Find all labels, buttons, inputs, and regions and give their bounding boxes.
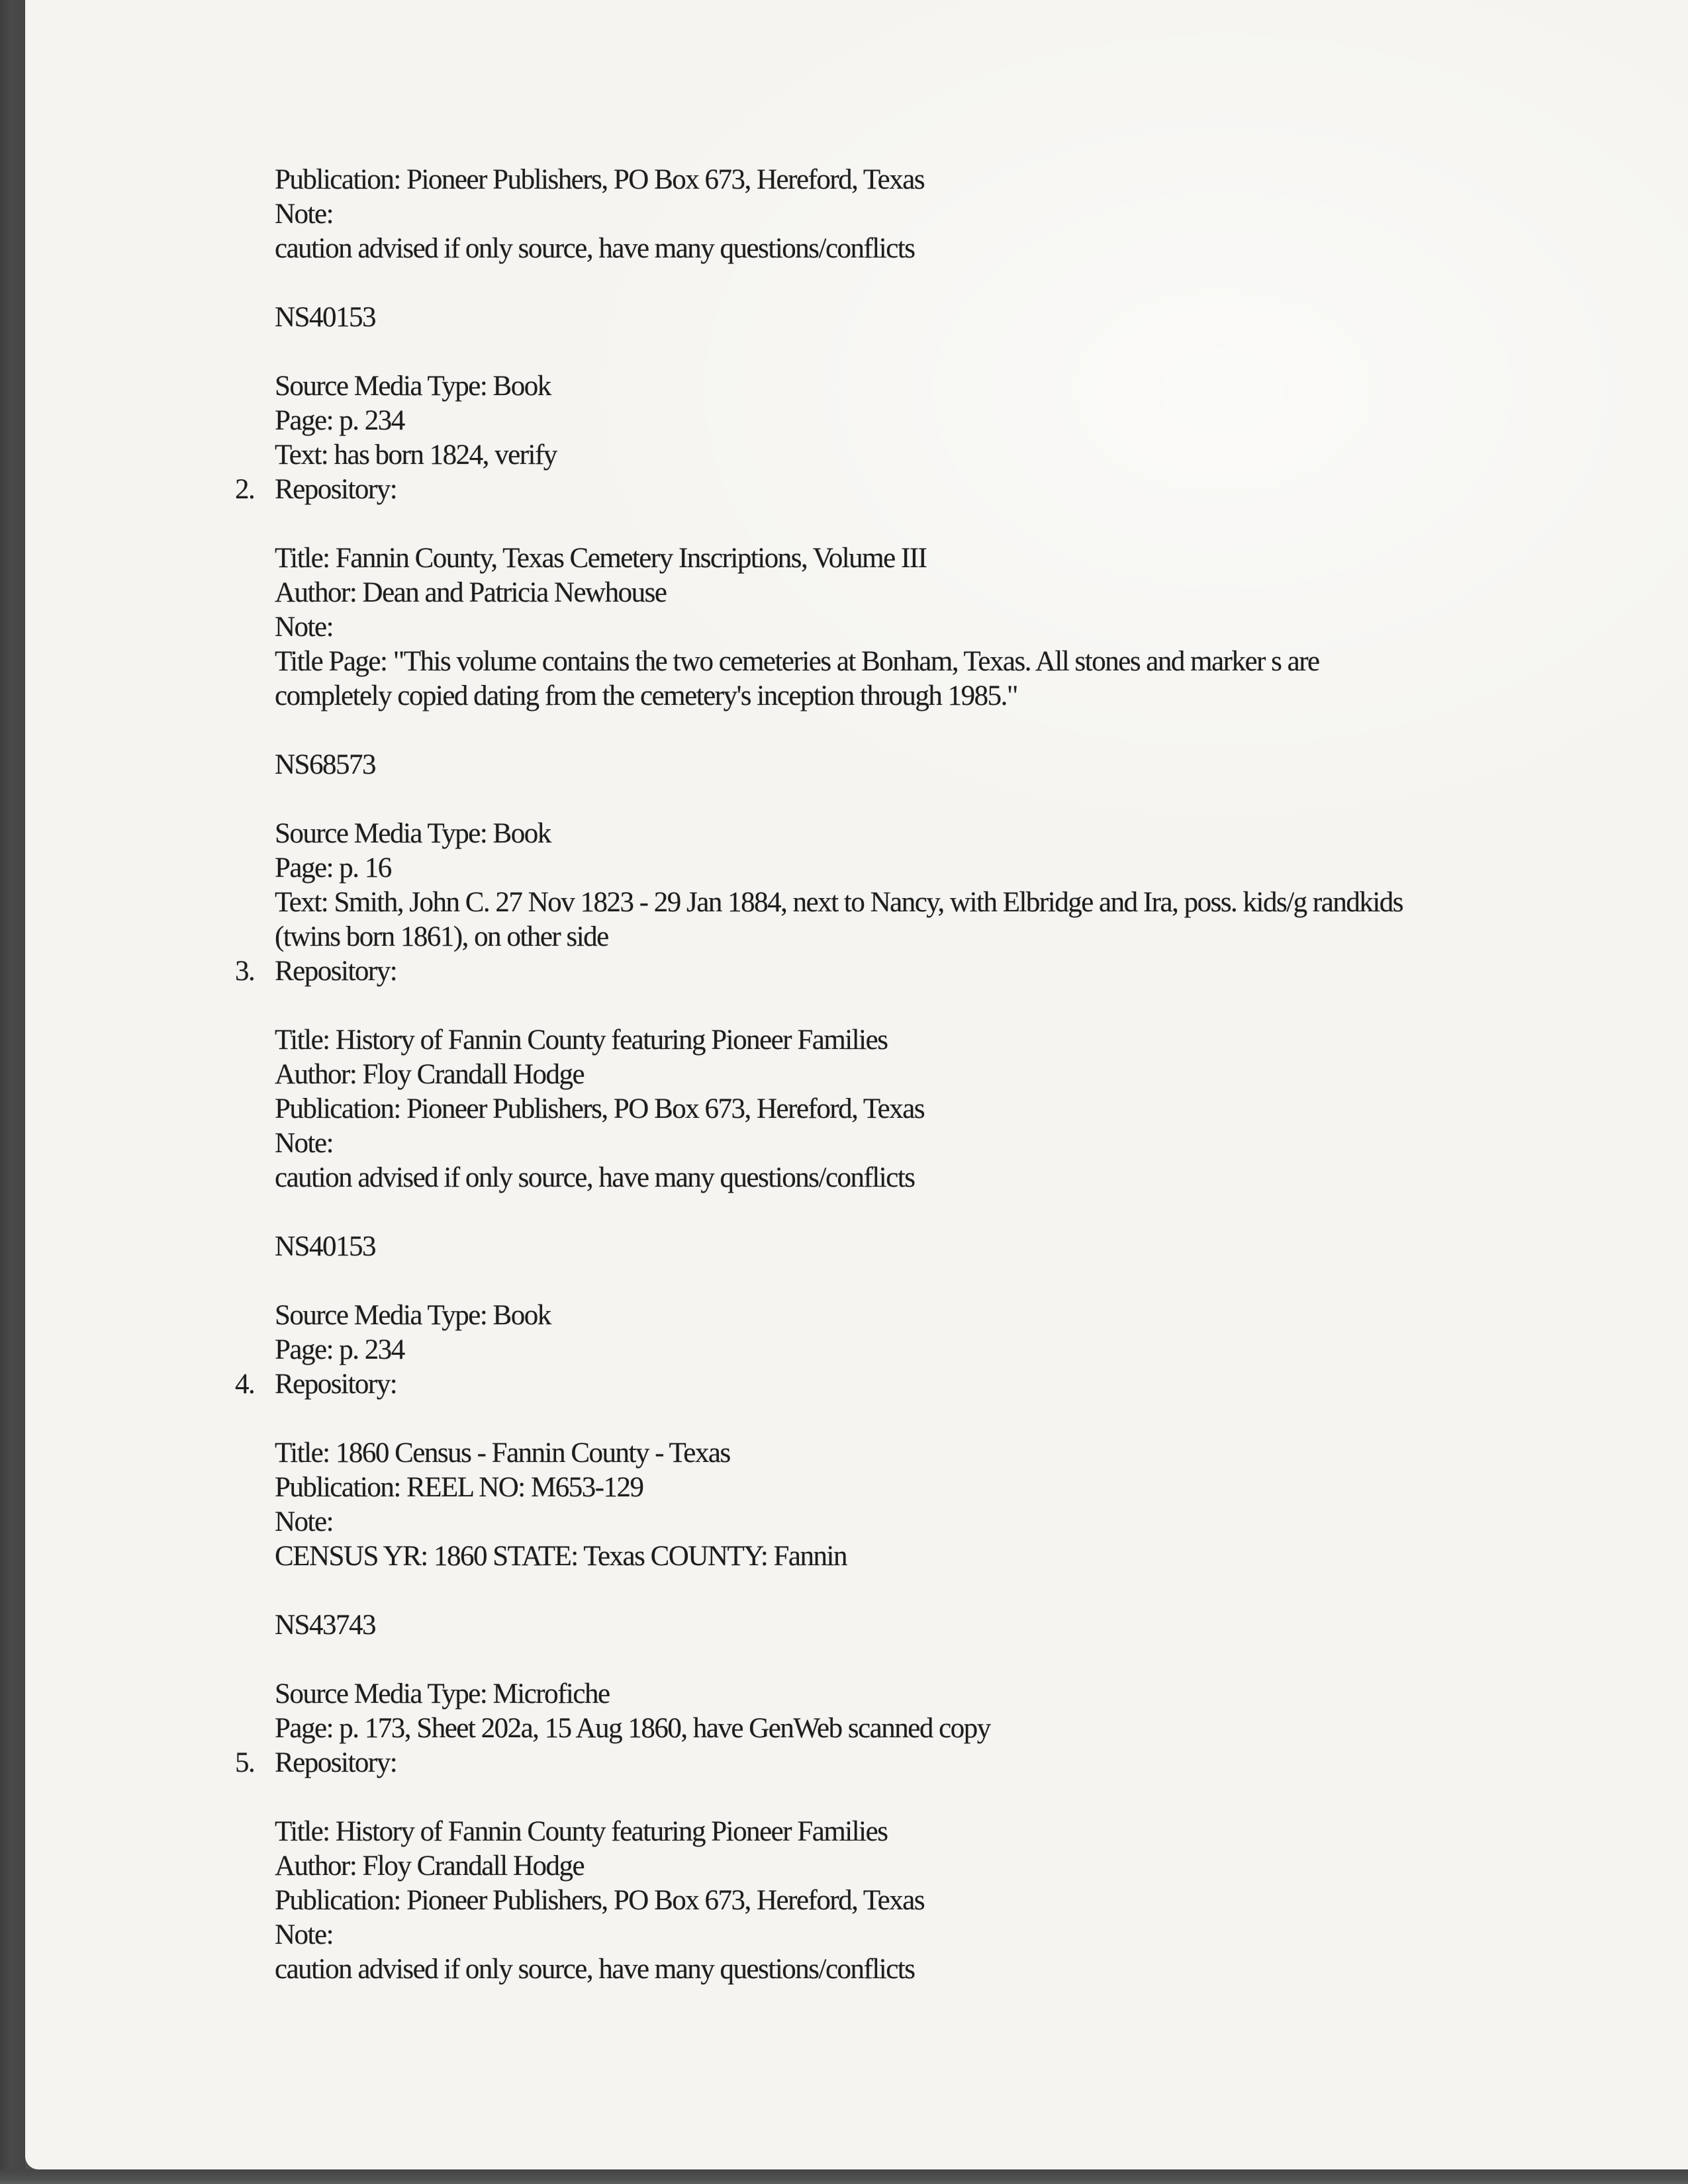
doc-line <box>275 1539 1592 1574</box>
list-number: 5. <box>235 1747 255 1778</box>
doc-line-text: Title: History of Fannin County featuring Pioneer Families <box>275 1816 888 1847</box>
doc-line <box>275 1333 1592 1367</box>
doc-line <box>275 541 1592 576</box>
doc-line <box>275 1952 1592 1987</box>
doc-line-text: Note: <box>275 612 334 643</box>
document-text-block <box>235 163 1592 1987</box>
doc-line <box>275 1298 1592 1333</box>
doc-line <box>275 645 1592 679</box>
doc-blank-line <box>275 782 1592 817</box>
doc-line-text: Source Media Type: Book <box>275 371 551 402</box>
doc-line-text: Title: 1860 Census - Fannin County - Texas <box>275 1437 730 1469</box>
doc-line-text: NS43743 <box>275 1610 375 1641</box>
doc-line-text: Title: Fannin County, Texas Cemetery Inscriptions, Volume III <box>275 543 927 574</box>
doc-line-text: Publication: Pioneer Publishers, PO Box 673, Hereford, Texas <box>275 1885 925 1916</box>
doc-line-text: Repository: <box>275 956 397 987</box>
doc-line-text: Author: Floy Crandall Hodge <box>275 1059 585 1090</box>
doc-line-text: Note: <box>275 199 334 230</box>
doc-line <box>275 1815 1592 1849</box>
doc-line-text: NS40153 <box>275 1231 375 1262</box>
doc-line-text: Publication: Pioneer Publishers, PO Box 673, Hereford, Texas <box>275 164 925 195</box>
doc-line <box>275 1126 1592 1161</box>
list-number: 2. <box>235 474 255 505</box>
doc-line <box>275 1849 1592 1884</box>
doc-line-text: Repository: <box>275 1747 397 1778</box>
doc-line-text: Page: p. 173, Sheet 202a, 15 Aug 1860, have GenWeb scanned copy <box>275 1713 990 1744</box>
doc-line <box>275 1608 1592 1643</box>
doc-line-text: (twins born 1861), on other side <box>275 921 608 952</box>
doc-blank-line <box>275 266 1592 300</box>
doc-line-text: Publication: REEL NO: M653-129 <box>275 1472 643 1503</box>
doc-line <box>235 1367 1592 1402</box>
doc-line-text: Author: Dean and Patricia Newhouse <box>275 577 667 608</box>
doc-line-text: Text: Smith, John C. 27 Nov 1823 - 29 Jan 1884, next to Nancy, with Elbridge and Ira, poss. kids/g randkids <box>275 887 1403 918</box>
doc-line <box>275 1023 1592 1058</box>
doc-line <box>275 438 1592 473</box>
doc-line <box>275 1436 1592 1471</box>
doc-blank-line <box>275 335 1592 369</box>
doc-line-text: Title: History of Fannin County featuring Pioneer Families <box>275 1024 888 1056</box>
doc-line <box>235 1746 1592 1780</box>
doc-line <box>275 920 1592 954</box>
doc-line-text: Page: p. 234 <box>275 405 404 436</box>
doc-line <box>275 163 1592 197</box>
doc-line <box>275 300 1592 335</box>
doc-blank-line <box>275 1780 1592 1815</box>
doc-line-text: caution advised if only source, have many questions/conflicts <box>275 233 915 264</box>
doc-line-text: Page: p. 16 <box>275 852 391 884</box>
doc-line <box>275 404 1592 438</box>
doc-line-text: completely copied dating from the cemetery's inception through 1985." <box>275 680 1017 711</box>
doc-line <box>275 610 1592 645</box>
doc-line <box>275 679 1592 713</box>
doc-line <box>275 1505 1592 1539</box>
doc-line-text: NS40153 <box>275 302 375 333</box>
doc-line-text: Publication: Pioneer Publishers, PO Box 673, Hereford, Texas <box>275 1093 925 1124</box>
doc-line <box>275 817 1592 851</box>
doc-line <box>275 1884 1592 1918</box>
doc-blank-line <box>275 1264 1592 1298</box>
doc-blank-line <box>275 1643 1592 1677</box>
list-number: 3. <box>235 956 255 987</box>
doc-line <box>275 576 1592 610</box>
doc-line <box>275 369 1592 404</box>
doc-line-text: caution advised if only source, have many questions/conflicts <box>275 1162 915 1193</box>
doc-line-text: caution advised if only source, have many questions/conflicts <box>275 1954 915 1985</box>
doc-line-text: Source Media Type: Book <box>275 818 551 849</box>
doc-line <box>275 232 1592 266</box>
doc-line-text: Author: Floy Crandall Hodge <box>275 1850 585 1882</box>
scan-edge-strip-bottom <box>0 2169 1688 2184</box>
doc-line-text: NS68573 <box>275 749 375 780</box>
doc-blank-line <box>275 1195 1592 1230</box>
scan-edge-strip-left <box>0 0 25 2184</box>
doc-blank-line <box>275 989 1592 1023</box>
doc-line <box>235 954 1592 989</box>
doc-line <box>275 886 1592 920</box>
doc-line-text: Note: <box>275 1506 334 1537</box>
doc-line <box>275 1092 1592 1126</box>
paper-surface <box>25 0 1688 2169</box>
doc-line-text: Repository: <box>275 1369 397 1400</box>
doc-line-text: Source Media Type: Microfiche <box>275 1678 610 1709</box>
doc-line-text: Repository: <box>275 474 397 505</box>
doc-blank-line <box>275 1402 1592 1436</box>
doc-line-text: Source Media Type: Book <box>275 1300 551 1331</box>
doc-line <box>275 1711 1592 1746</box>
doc-blank-line <box>275 1574 1592 1608</box>
doc-line-text: Title Page: "This volume contains the two cemeteries at Bonham, Texas. All stones and marker s are <box>275 646 1319 677</box>
doc-line <box>275 851 1592 886</box>
doc-line-text: Page: p. 234 <box>275 1334 404 1365</box>
doc-line <box>275 1161 1592 1195</box>
doc-blank-line <box>275 713 1592 748</box>
doc-line <box>275 197 1592 232</box>
list-number: 4. <box>235 1369 255 1400</box>
doc-line-text: Text: has born 1824, verify <box>275 439 557 471</box>
doc-line-text: CENSUS YR: 1860 STATE: Texas COUNTY: Fannin <box>275 1541 847 1572</box>
doc-line <box>275 1677 1592 1711</box>
doc-line-text: Note: <box>275 1919 334 1950</box>
doc-line-text: Note: <box>275 1128 334 1159</box>
doc-line <box>275 1471 1592 1505</box>
doc-line <box>275 1230 1592 1264</box>
doc-line <box>275 1918 1592 1952</box>
doc-blank-line <box>275 507 1592 541</box>
doc-line <box>235 473 1592 507</box>
doc-line <box>275 1058 1592 1092</box>
doc-line <box>275 748 1592 782</box>
